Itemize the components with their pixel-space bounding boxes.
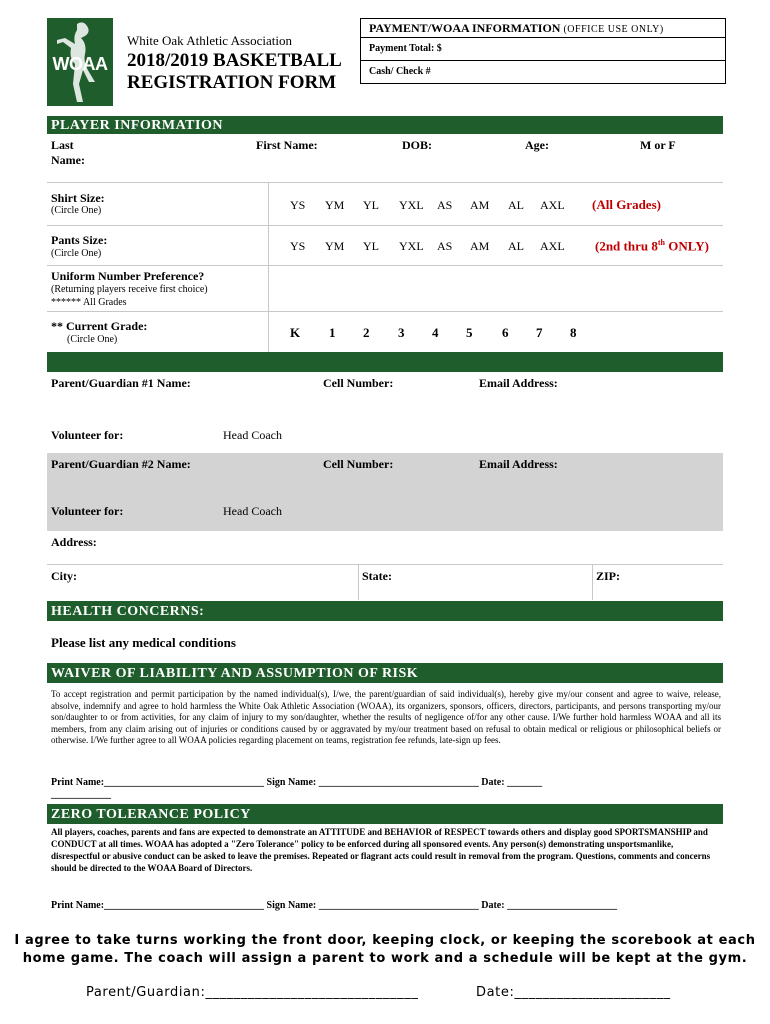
date-field[interactable]: Date:______________________ (476, 985, 671, 1000)
shirt-size-ys[interactable]: YS (290, 198, 306, 212)
shirt-size-as[interactable]: AS (437, 198, 453, 212)
guardian1-head-coach-option[interactable]: Head Coach (223, 428, 282, 442)
uniform-number-label: Uniform Number Preference? (51, 269, 205, 283)
shirt-size-ym[interactable]: YM (325, 198, 345, 212)
cash-check-field[interactable]: Cash/ Check # (369, 66, 431, 77)
state-label[interactable]: State: (362, 569, 392, 583)
grade-8[interactable]: 8 (570, 325, 577, 340)
guardian2-email-label[interactable]: Email Address: (479, 457, 558, 471)
medical-conditions-prompt[interactable]: Please list any medical conditions (51, 635, 236, 650)
divider (358, 564, 359, 600)
gender-label[interactable]: M or F (640, 138, 676, 152)
pants-size-al[interactable]: AL (508, 239, 524, 253)
pants-note: (2nd thru 8th ONLY) (595, 238, 709, 254)
payment-total-field[interactable]: Payment Total: $ (361, 38, 725, 61)
shirt-size-am[interactable]: AM (470, 198, 490, 212)
form-title (127, 50, 342, 94)
parent-guardian-signature[interactable]: Parent/Guardian:______________________________ (86, 985, 419, 1000)
shirt-note: (All Grades) (592, 197, 661, 212)
grade-k[interactable]: K (290, 325, 301, 340)
pants-size-ys[interactable]: YS (290, 239, 306, 253)
pants-size-as[interactable]: AS (437, 239, 453, 253)
zero-tolerance-text: All players, coaches, parents and fans are expected to demonstrate an ATTITUDE and BEHAVIOR of RESPECT towards others and display good SPORTSMANSHIP and CONDUCT at all times. WOAA has adopted a "Zero Tolerance" policy to be enforced during all sponsored events. Any person(s) demonstrating unsportsmanlike, disrespectful or abusive conduct can be asked to leave the premises. Repeated or flagrant acts could result in removal from the program. Questions, comments and concerns should be directed to the WOAA Board of Directors. (51, 827, 711, 873)
guardian1-cell-label[interactable]: Cell Number: (323, 376, 394, 390)
pants-size-am[interactable]: AM (470, 239, 490, 253)
current-grade-label: ** Current Grade: (51, 319, 148, 333)
dob-label[interactable]: DOB: (402, 138, 432, 152)
zip-label[interactable]: ZIP: (596, 569, 620, 583)
divider (47, 311, 723, 312)
city-label[interactable]: City: (51, 569, 77, 583)
payment-header (361, 19, 725, 38)
shirt-size-yxl[interactable]: YXL (399, 198, 424, 212)
volunteer-agreement-line-2: home game. The coach will assign a parent to work and a schedule will be kept at the gym. (22, 951, 748, 966)
waiver-signature-line-2: ____________ (51, 789, 111, 800)
volunteer-agreement-line-1: I agree to take turns working the front door, keeping clock, or keeping the scorebook at each (14, 933, 756, 948)
waiver-bar: WAIVER OF LIABILITY AND ASSUMPTION OF RISK (47, 663, 723, 683)
woaa-logo (47, 18, 113, 106)
logo-text: WOAA (52, 54, 108, 74)
grade-3[interactable]: 3 (398, 325, 405, 340)
health-bar: HEALTH CONCERNS: (47, 601, 723, 621)
pants-size-yxl[interactable]: YXL (399, 239, 424, 253)
uniform-number-field[interactable] (270, 266, 722, 310)
org-name: White Oak Athletic Association (127, 33, 292, 48)
age-label[interactable]: Age: (525, 138, 549, 152)
title-line-2: REGISTRATION FORM (127, 72, 337, 93)
divider (592, 564, 593, 600)
divider (268, 182, 269, 352)
pants-size-label: Pants Size: (51, 233, 108, 247)
divider (47, 564, 723, 565)
shirt-size-al[interactable]: AL (508, 198, 524, 212)
divider (47, 225, 723, 226)
uniform-number-sub: (Returning players receive first choice) (51, 284, 208, 295)
grade-4[interactable]: 4 (432, 325, 439, 340)
grade-2[interactable]: 2 (363, 325, 370, 340)
shirt-size-axl[interactable]: AXL (540, 198, 565, 212)
pants-size-ym[interactable]: YM (325, 239, 345, 253)
guardian1-volunteer-label: Volunteer for: (51, 428, 124, 442)
guardian1-email-label[interactable]: Email Address: (479, 376, 558, 390)
zero-signature-line[interactable]: Print Name:________________________________ Sign Name: ________________________________ Date: ______________________ (51, 900, 618, 911)
pants-size-sub: (Circle One) (51, 248, 102, 259)
divider (47, 182, 723, 183)
guardian2-head-coach-option[interactable]: Head Coach (223, 504, 282, 518)
guardian-bar (47, 352, 723, 372)
player-info-bar: PLAYER INFORMATION (47, 116, 723, 134)
current-grade-sub: (Circle One) (67, 334, 118, 345)
payment-header-label: PAYMENT/WOAA INFORMATION (369, 21, 561, 35)
guardian2-volunteer-label: Volunteer for: (51, 504, 124, 518)
waiver-signature-line[interactable]: Print Name:________________________________ Sign Name: ________________________________ Date: _______ (51, 777, 543, 788)
pants-size-axl[interactable]: AXL (540, 239, 565, 253)
grade-6[interactable]: 6 (502, 325, 509, 340)
guardian2-cell-label[interactable]: Cell Number: (323, 457, 394, 471)
payment-box (360, 18, 726, 84)
guardian1-name-label[interactable]: Parent/Guardian #1 Name: (51, 376, 191, 390)
shirt-size-sub: (Circle One) (51, 205, 102, 216)
pants-size-yl[interactable]: YL (363, 239, 379, 253)
grade-7[interactable]: 7 (536, 325, 543, 340)
guardian2-name-label[interactable]: Parent/Guardian #2 Name: (51, 457, 191, 471)
address-label[interactable]: Address: (51, 535, 97, 549)
title-line-1: 2018/2019 BASKETBALL (127, 50, 342, 71)
first-name-label[interactable]: First Name: (256, 138, 318, 152)
shirt-size-yl[interactable]: YL (363, 198, 379, 212)
shirt-size-label: Shirt Size: (51, 191, 105, 205)
last-name-label[interactable]: Last Name: (51, 138, 85, 167)
grade-1[interactable]: 1 (329, 325, 336, 340)
waiver-text: To accept registration and permit participation by the named individual(s), I/we, the parent/guardian of said individual(s), hereby give my/our consent and agree to waive, release, absolve, indemnify and agree to hold harmless the White Oak Athletic Association (WOAA), its organizers, sponsors, officers, directors, participants, and persons transporting my/our son/daughter to or from activities, for any claim of injury to my son/daughter, whether the results of negligence of/for any other cause. I/We further hold harmless WOAA and all its members, from any claim arising out of injuries or conditions caused by or aggravated by my/our treatment based on refusal to obtain medical or religious or philosophical beliefs or otherwise. I/We further agree to all WOAA policies regarding placement on teams, registration fee refunds, late-sign up fees. (51, 689, 721, 745)
office-use-note: (OFFICE USE ONLY) (563, 24, 664, 35)
uniform-all-grades: ****** All Grades (51, 297, 127, 308)
grade-5[interactable]: 5 (466, 325, 473, 340)
zero-tolerance-bar: ZERO TOLERANCE POLICY (47, 804, 723, 824)
